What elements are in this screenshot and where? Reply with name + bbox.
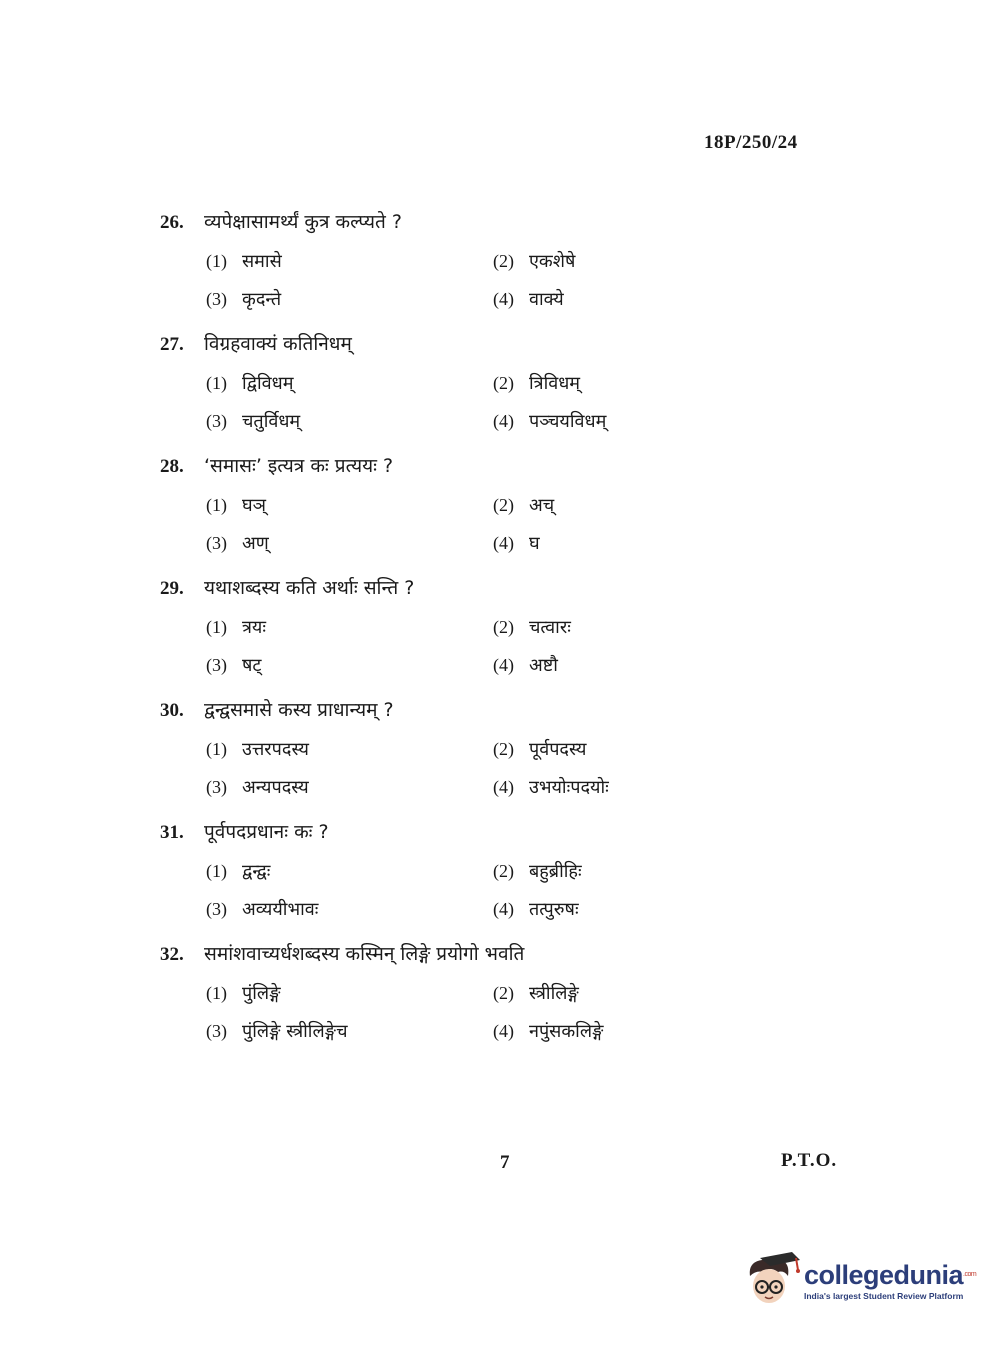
option-2 [493, 371, 720, 395]
option-number: (3) [206, 655, 227, 675]
option-4 [493, 653, 720, 677]
option-number: (2) [492, 983, 514, 1003]
option-3 [206, 653, 493, 677]
option-3 [206, 531, 493, 555]
option-text: पुंलिङ्गे [242, 983, 281, 1004]
option-number: (4) [492, 533, 514, 553]
option-number: (3) [206, 1021, 227, 1041]
option-number: (1) [206, 617, 227, 637]
question-text: पूर्वपदप्रधानः कः ? [204, 821, 329, 843]
option-text: बहुब्रीहिः [528, 861, 582, 882]
question-29 [160, 574, 720, 684]
question-27 [160, 330, 720, 440]
option-text: चतुर्विधम् [242, 411, 301, 432]
option-number: (4) [492, 899, 514, 919]
question-number: 32. [160, 944, 184, 965]
option-number: (3) [206, 533, 227, 553]
question-number: 31. [160, 822, 184, 843]
option-4 [493, 287, 720, 311]
option-number: (4) [492, 411, 514, 431]
option-text: पुंलिङ्गे स्त्रीलिङ्गेच [242, 1021, 348, 1042]
option-1 [206, 737, 493, 761]
option-number: (1) [206, 739, 227, 759]
question-number: 28. [160, 456, 184, 477]
option-text: पूर्वपदस्य [528, 739, 587, 760]
option-number: (1) [206, 373, 227, 393]
option-text: अव्ययीभावः [242, 899, 319, 920]
brand-tagline: India's largest Student Review Platform [804, 1291, 964, 1301]
option-1 [206, 615, 493, 639]
option-1 [206, 493, 493, 517]
option-number: (2) [492, 617, 514, 637]
option-text: वाक्ये [528, 289, 564, 310]
option-4 [493, 409, 720, 433]
question-number: 30. [160, 700, 184, 721]
question-text: व्यपेक्षासामर्थ्यं कुत्र कल्प्यते ? [204, 211, 402, 233]
option-number: (1) [206, 495, 227, 515]
option-text: कृदन्ते [242, 289, 282, 310]
option-text: अण् [242, 533, 269, 554]
option-text: उभयोःपदयोः [528, 777, 609, 798]
option-number: (3) [206, 411, 227, 431]
option-text: द्विविधम् [242, 373, 294, 394]
option-text: समासे [242, 251, 282, 272]
option-text: चत्वारः [528, 617, 571, 638]
brand-suffix: .com [963, 1271, 977, 1278]
question-text: द्वन्द्वसमासे कस्य प्राधान्यम् ? [204, 699, 394, 721]
question-number: 27. [160, 334, 184, 355]
question-list [160, 208, 720, 1062]
option-3 [206, 409, 493, 433]
question-number: 29. [160, 578, 184, 599]
option-number: (2) [492, 251, 514, 271]
question-text: ‘समासः’ इत्यत्र कः प्रत्ययः ? [204, 455, 394, 477]
option-number: (2) [492, 373, 514, 393]
option-number: (3) [206, 777, 227, 797]
option-text: घञ् [242, 495, 266, 516]
option-text: त्रिविधम् [528, 373, 581, 394]
option-number: (3) [206, 899, 227, 919]
option-2 [493, 737, 720, 761]
question-text: यथाशब्दस्य कति अर्थाः सन्ति ? [204, 577, 415, 599]
option-2 [493, 859, 720, 883]
option-3 [206, 1019, 493, 1043]
option-3 [206, 287, 493, 311]
pto-label: P.T.O. [781, 1150, 838, 1171]
option-1 [206, 249, 493, 273]
option-text: स्त्रीलिङ्गे [528, 983, 579, 1004]
option-text: तत्पुरुषः [528, 899, 579, 920]
option-number: (4) [492, 1021, 514, 1041]
option-3 [206, 897, 493, 921]
option-number: (1) [206, 251, 227, 271]
question-number: 26. [160, 212, 184, 233]
option-text: घ [528, 533, 540, 554]
question-text: विग्रहवाक्यं कतिनिधम् [204, 333, 352, 355]
option-text: त्रयः [242, 617, 267, 638]
option-number: (1) [206, 983, 227, 1003]
question-32 [160, 940, 720, 1050]
option-text: पञ्चयविधम् [528, 411, 607, 432]
option-number: (4) [492, 289, 514, 309]
option-number: (3) [206, 289, 227, 309]
option-number: (4) [492, 777, 514, 797]
question-31 [160, 818, 720, 928]
option-1 [206, 371, 493, 395]
question-28 [160, 452, 720, 562]
option-2 [493, 493, 720, 517]
page-number: 7 [500, 1152, 510, 1173]
option-4 [493, 775, 720, 799]
option-number: (2) [492, 861, 514, 881]
question-30 [160, 696, 720, 806]
option-text: नपुंसकलिङ्गे [528, 1021, 604, 1042]
option-text: एकशेषे [528, 251, 576, 272]
page-code: 18P/250/24 [704, 132, 798, 153]
option-number: (2) [492, 739, 514, 759]
option-number: (2) [492, 495, 514, 515]
option-text: षट् [242, 655, 262, 676]
option-text: अच् [528, 495, 555, 516]
brand-text: collegedunia [804, 1260, 964, 1290]
option-4 [493, 1019, 720, 1043]
option-text: द्वन्द्वः [242, 861, 271, 882]
brand-name [804, 1260, 976, 1290]
option-3 [206, 775, 493, 799]
option-4 [493, 531, 720, 555]
mascot-logo-icon [740, 1250, 802, 1312]
option-text: अष्टौ [528, 655, 558, 676]
option-1 [206, 981, 493, 1005]
option-4 [493, 897, 720, 921]
option-text: अन्यपदस्य [242, 777, 309, 798]
option-2 [493, 981, 720, 1005]
option-number: (4) [492, 655, 514, 675]
collegedunia-watermark [740, 1250, 977, 1312]
option-text: उत्तरपदस्य [242, 739, 309, 760]
option-2 [493, 249, 720, 273]
option-number: (1) [206, 861, 227, 881]
question-26 [160, 208, 720, 318]
option-2 [493, 615, 720, 639]
option-1 [206, 859, 493, 883]
question-text: समांशवाच्यर्धशब्दस्य कस्मिन् लिङ्गे प्रयोगो भवति [204, 943, 525, 965]
